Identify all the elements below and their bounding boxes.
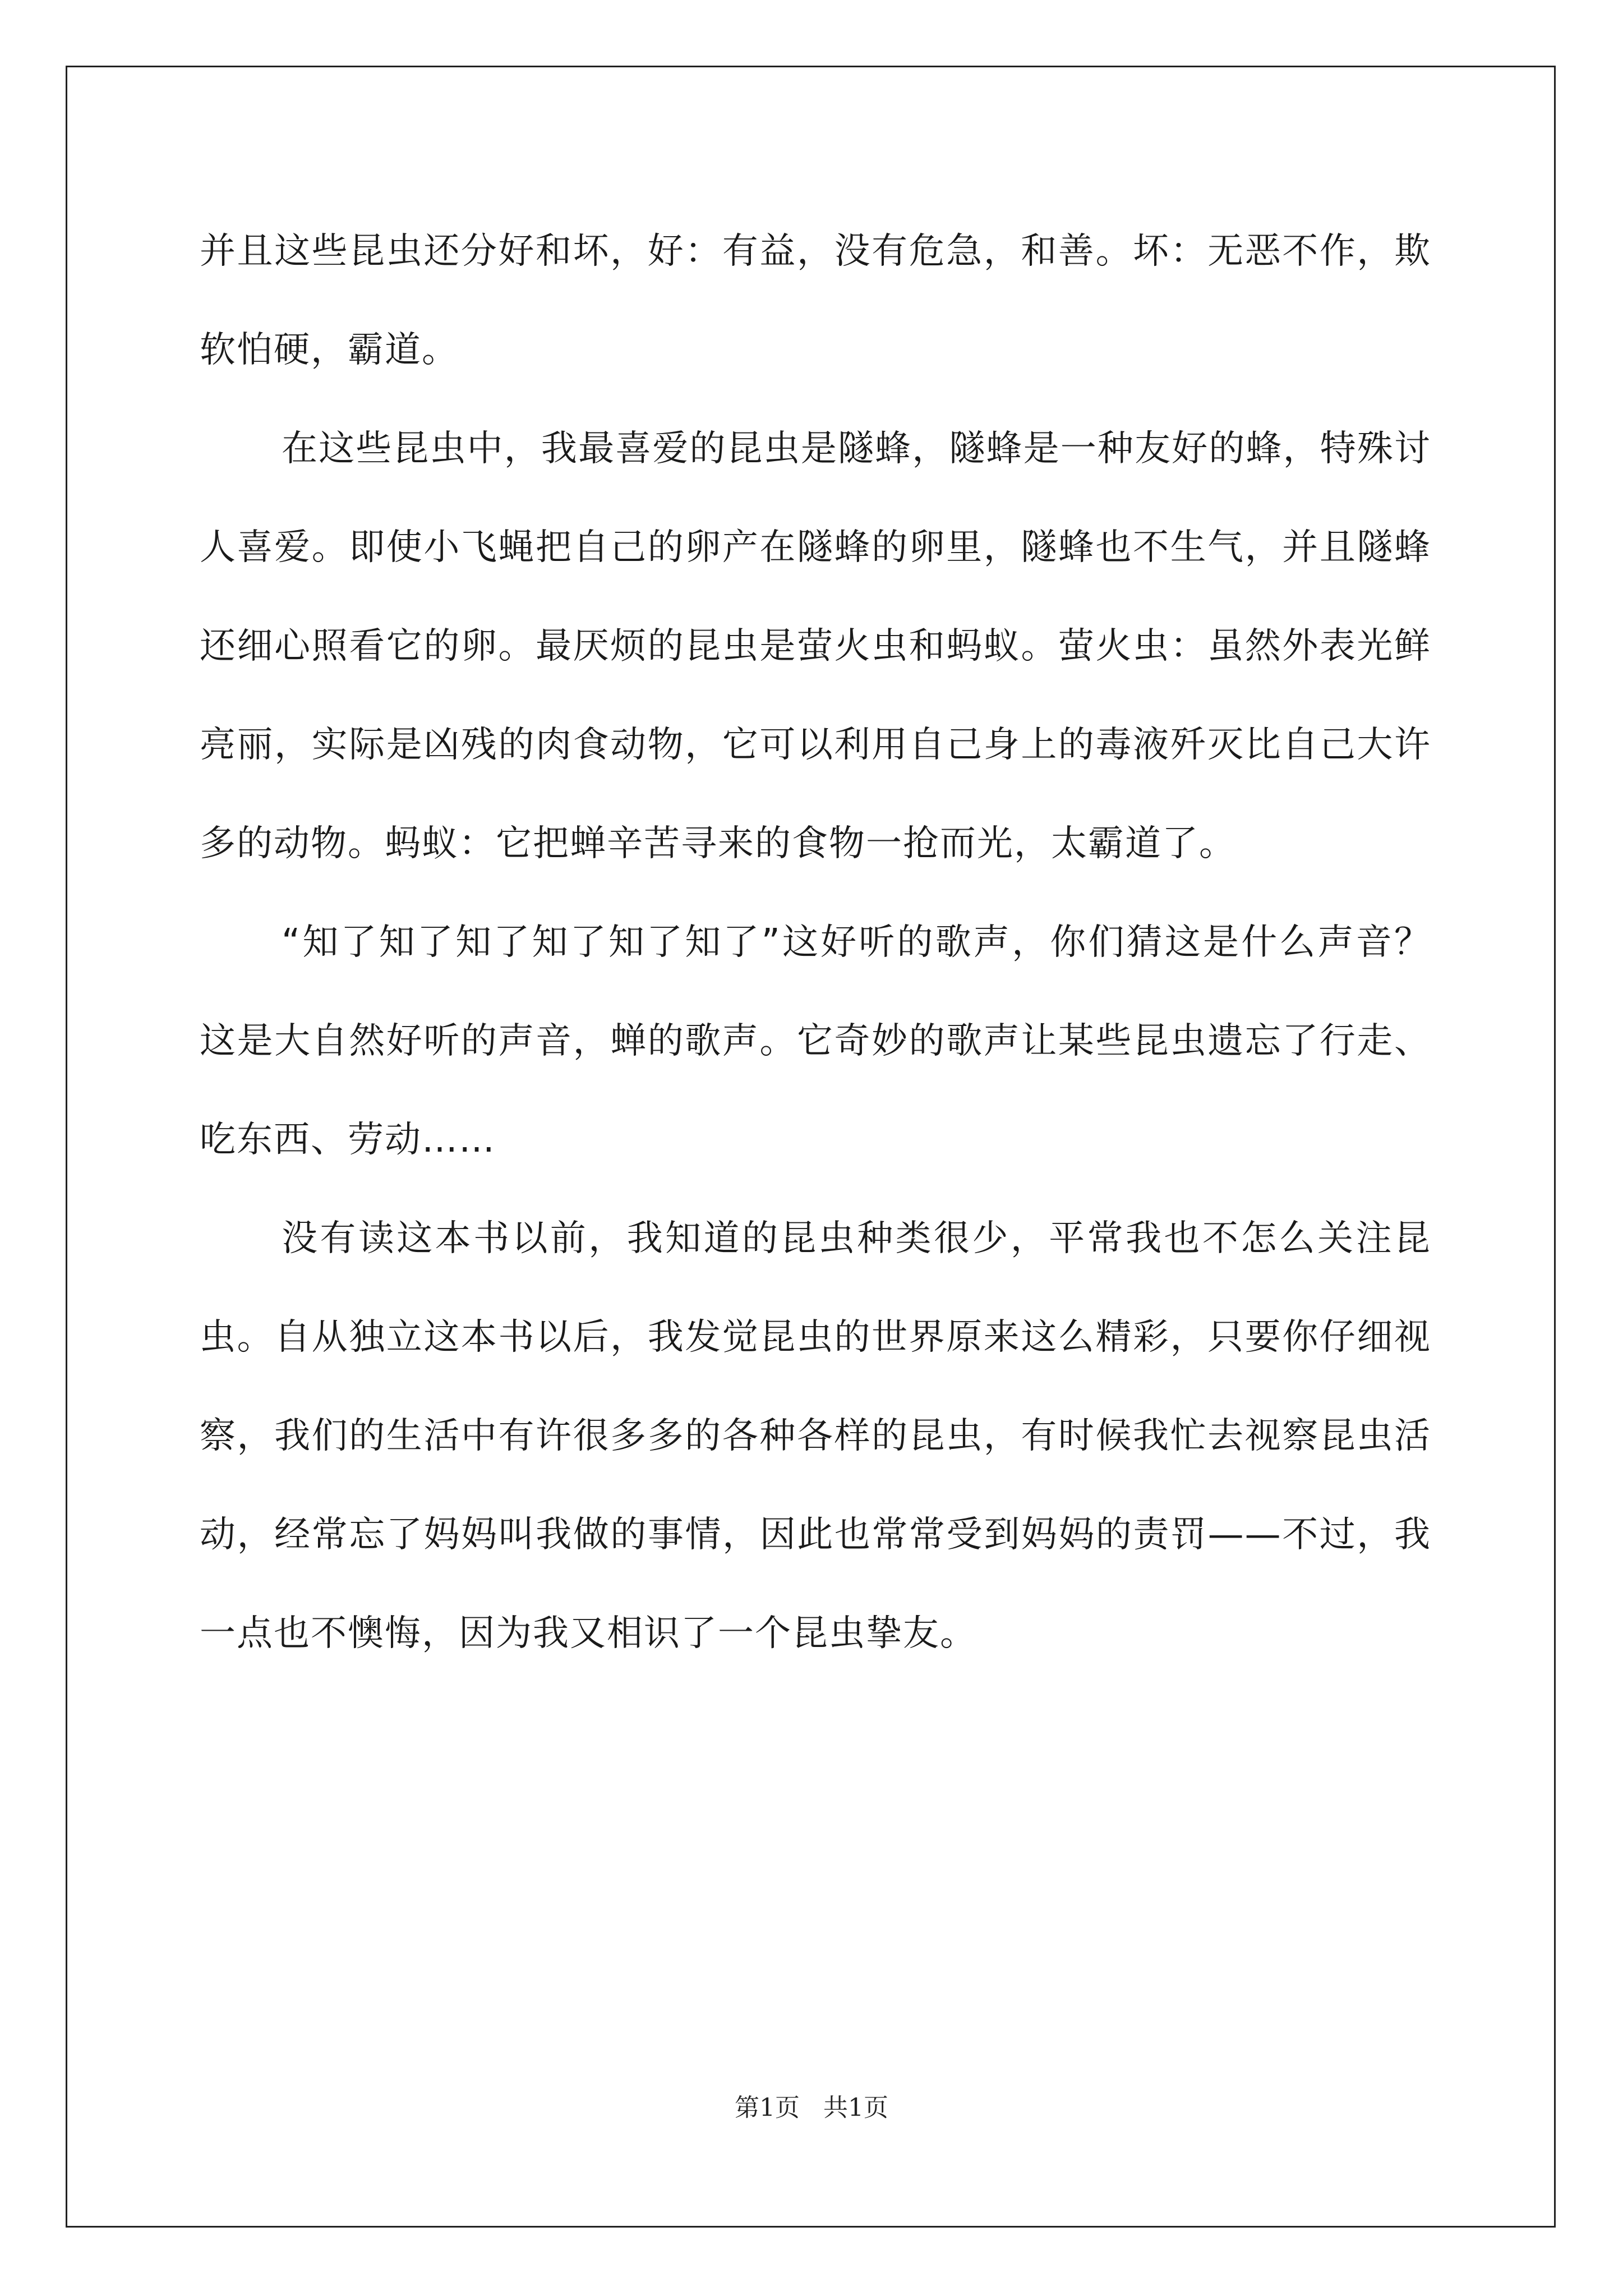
paragraph-1: 并且这些昆虫还分好和坏，好：有益，没有危急，和善。坏：无恶不作，欺软怕硬，霸道。 xyxy=(200,231,1431,371)
paragraph-4: 没有读这本书以前，我知道的昆虫种类很少，平常我也不怎么关注昆虫。自从独立这本书以后，我发觉昆虫的世界原来这么精彩，只要你仔细视察，我们的生活中有许很多多的各种各样的昆虫，有时候我忙去视察昆虫活动，经常忘了妈妈叫我做的事情，因此也常常受到妈妈的责罚——不过，我一点也不懊悔，因为我又相识了一个昆虫挚友。 xyxy=(200,1218,1431,1654)
paragraph-3: “知了知了知了知了知了知了”这好听的歌声，你们猜这是什么声音？这是大自然好听的声音，蝉的歌声。它奇妙的歌声让某些昆虫遗忘了行走、吃东西、劳动…… xyxy=(200,922,1431,1161)
page-number-footer: 第1页 共1页 xyxy=(735,2093,888,2122)
document-body xyxy=(200,202,1431,1683)
paragraph-2: 在这些昆虫中，我最喜爱的昆虫是隧蜂，隧蜂是一种友好的蜂，特殊讨人喜爱。即使小飞蝇把自己的卵产在隧蜂的卵里，隧蜂也不生气，并且隧蜂还细心照看它的卵。最厌烦的昆虫是萤火虫和蚂蚁。萤火虫：虽然外表光鲜亮丽，实际是凶残的肉食动物，它可以利用自己身上的毒液歼灭比自己大许多的动物。蚂蚁：它把蝉辛苦寻来的食物一抢而光，太霸道了。 xyxy=(200,428,1431,864)
